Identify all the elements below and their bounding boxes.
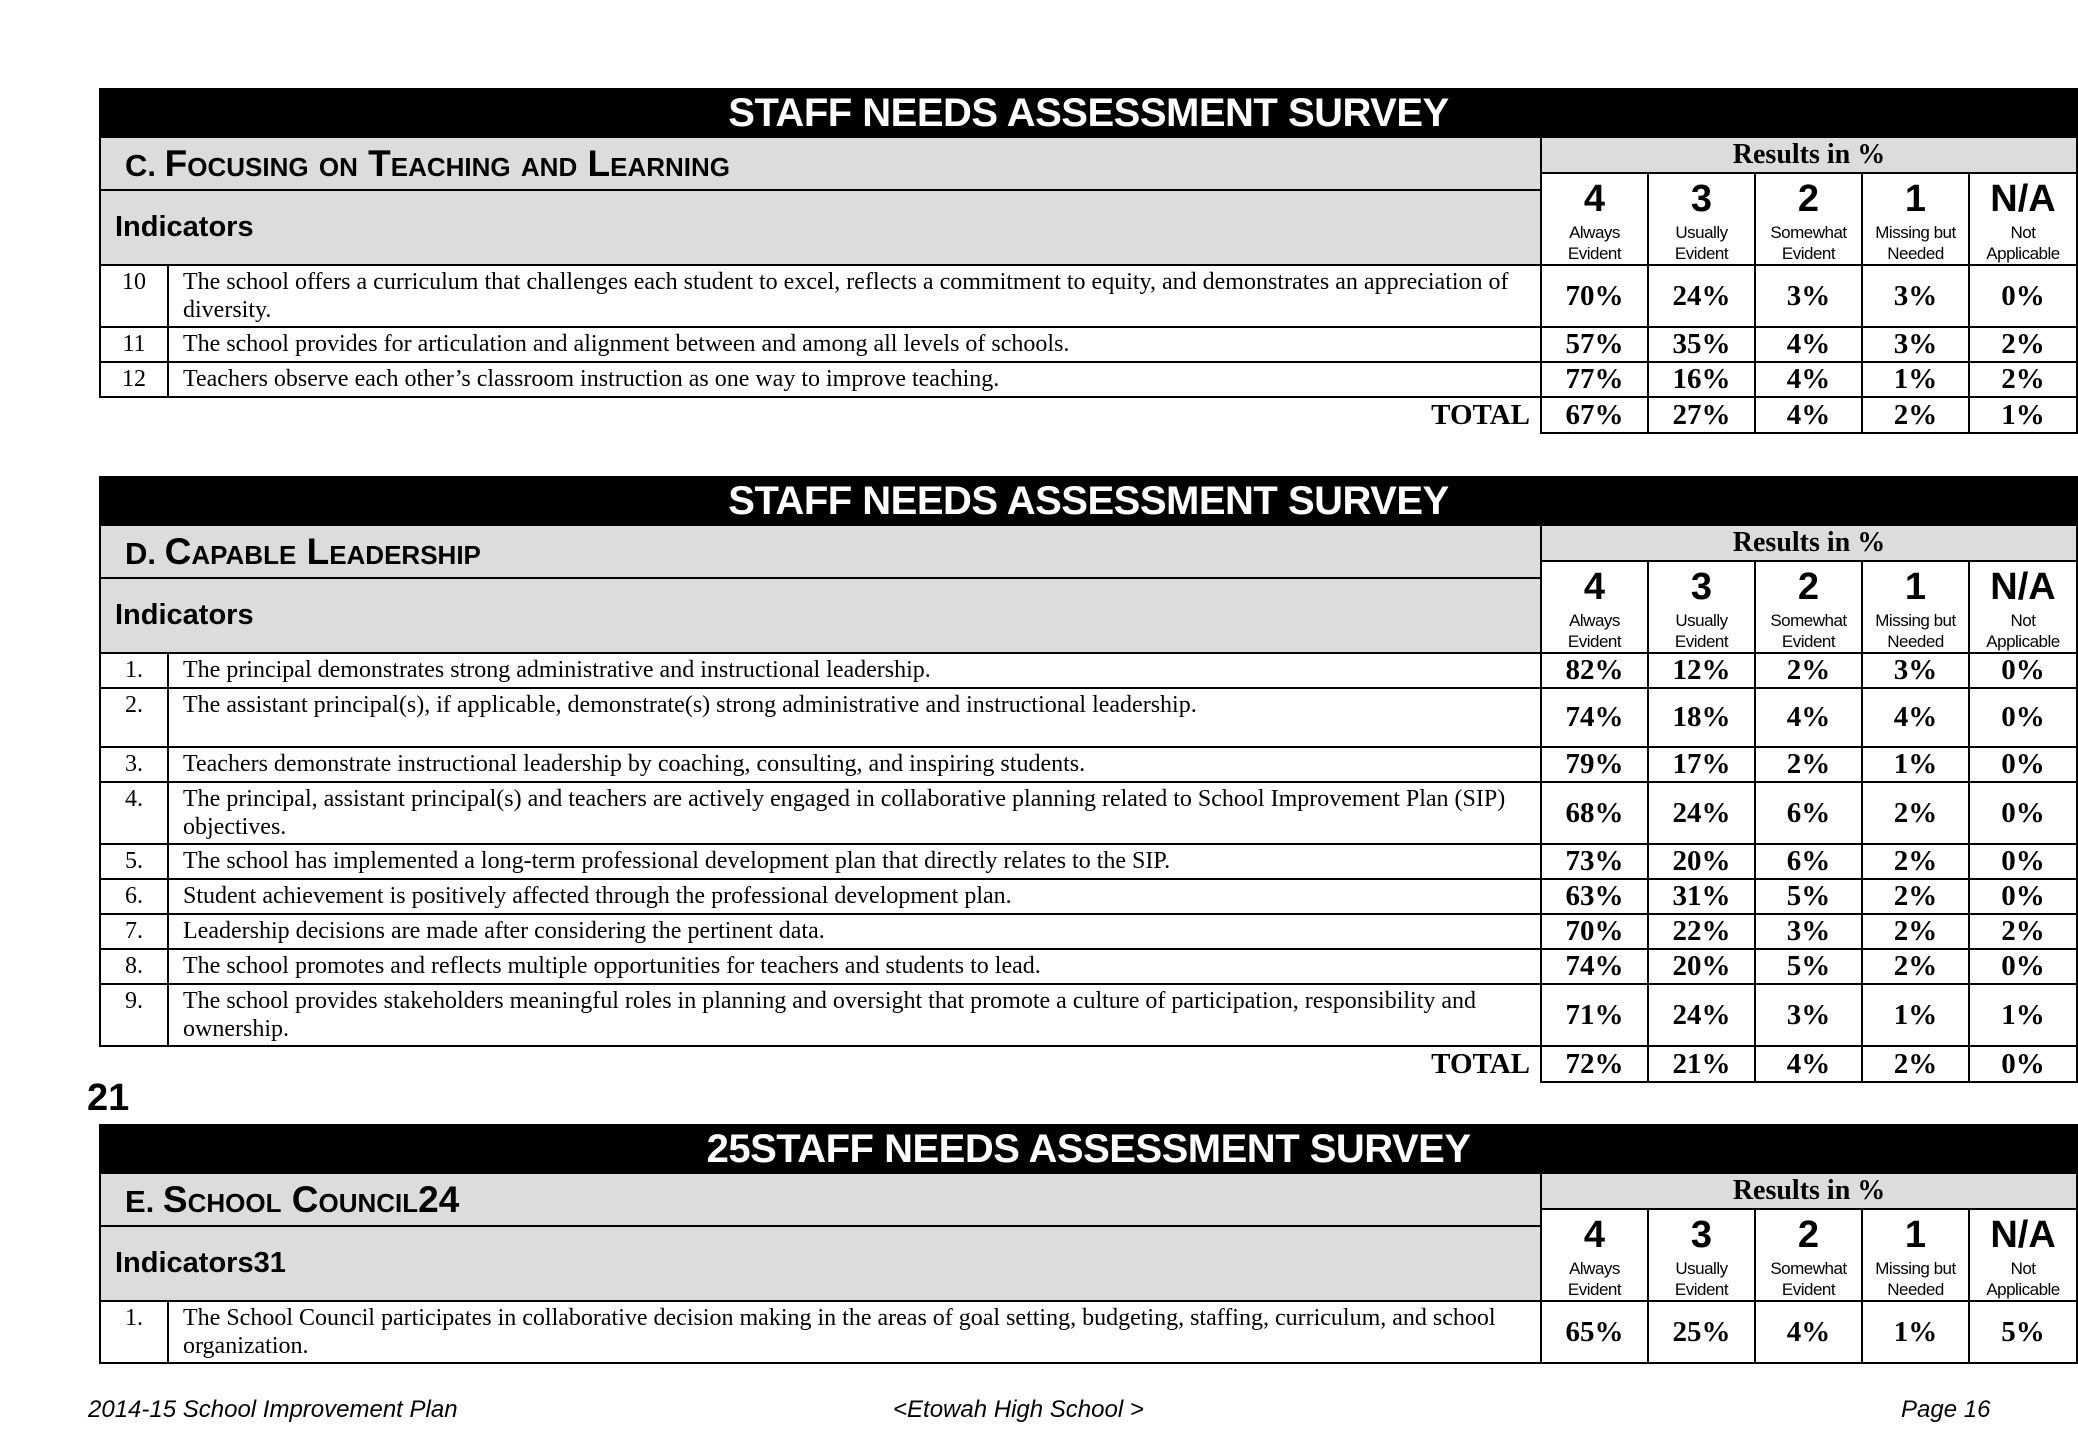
- value-3: 20%: [1648, 844, 1755, 879]
- table-row: [100, 879, 2077, 914]
- value-3: 31%: [1648, 879, 1755, 914]
- section-name: Capable Leadership: [164, 530, 481, 572]
- value-3: 12%: [1648, 653, 1755, 688]
- value-3: 16%: [1648, 362, 1755, 397]
- rating-value: N/A: [1990, 178, 2056, 220]
- total-na: 1%: [1969, 397, 2077, 433]
- row-number: 6.: [100, 879, 168, 914]
- rating-head-na: [1969, 173, 2077, 265]
- total-label: TOTAL: [1431, 399, 1530, 431]
- rating-label-line1: Usually: [1675, 223, 1728, 242]
- survey-table: [99, 1124, 2078, 1364]
- rating-label-line1: Not: [2010, 223, 2036, 242]
- value-na: 0%: [1969, 782, 2077, 844]
- value-na: 0%: [1969, 653, 2077, 688]
- value-3: 25%: [1648, 1301, 1755, 1363]
- rating-head-na: [1969, 561, 2077, 653]
- indicators-header: Indicators: [100, 578, 1541, 653]
- rating-label-line2: Evident: [1674, 244, 1729, 263]
- total-4: 67%: [1541, 397, 1648, 433]
- rating-value: N/A: [1990, 1214, 2056, 1256]
- footer-plan-title: 2014-15 School Improvement Plan: [88, 1396, 458, 1423]
- rating-head-2: [1755, 173, 1862, 265]
- row-number: 4.: [100, 782, 168, 844]
- rating-label-line1: Somewhat: [1770, 611, 1847, 630]
- rating-value: 3: [1690, 178, 1713, 220]
- value-1: 3%: [1862, 265, 1969, 327]
- table-row: [100, 653, 2077, 688]
- value-1: 1%: [1862, 747, 1969, 782]
- value-na: 0%: [1969, 688, 2077, 747]
- value-4: 68%: [1541, 782, 1648, 844]
- value-4: 79%: [1541, 747, 1648, 782]
- rating-label-line2: Applicable: [1986, 632, 2060, 651]
- rating-label-line1: Usually: [1675, 611, 1728, 630]
- rating-label-line2: Applicable: [1986, 244, 2060, 263]
- indicator-text: Teachers demonstrate instructional leadership by coaching, consulting, and inspiring students.: [168, 747, 1541, 782]
- value-1: 1%: [1862, 984, 1969, 1046]
- value-1: 2%: [1862, 914, 1969, 949]
- rating-label-line2: Needed: [1887, 244, 1944, 263]
- section-letter: E.: [125, 1183, 155, 1219]
- results-header: Results in %: [1541, 137, 2077, 173]
- table-row: [100, 688, 2077, 747]
- value-4: 65%: [1541, 1301, 1648, 1363]
- value-1: 1%: [1862, 362, 1969, 397]
- survey-section-d: [99, 476, 2060, 1083]
- rating-label-line1: Always: [1569, 223, 1620, 242]
- table-row: [100, 1301, 2077, 1363]
- rating-value: 1: [1904, 566, 1927, 608]
- rating-head-1: [1862, 1209, 1969, 1301]
- survey-section-c: [99, 88, 2060, 434]
- value-2: 5%: [1755, 949, 1862, 984]
- rating-label-line1: Not: [2010, 1259, 2036, 1278]
- value-3: 17%: [1648, 747, 1755, 782]
- rating-label-line1: Somewhat: [1770, 223, 1847, 242]
- value-4: 73%: [1541, 844, 1648, 879]
- table-row: [100, 265, 2077, 327]
- indicator-text: The School Council participates in collaborative decision making in the areas of goal setting, budgeting, staffing, curriculum, and school organization.: [168, 1301, 1541, 1363]
- value-3: 24%: [1648, 984, 1755, 1046]
- rating-value: 4: [1583, 566, 1606, 608]
- value-1: 4%: [1862, 688, 1969, 747]
- results-header: Results in %: [1541, 1173, 2077, 1209]
- rating-value: 2: [1797, 566, 1820, 608]
- value-4: 71%: [1541, 984, 1648, 1046]
- row-number: 10: [100, 265, 168, 327]
- value-4: 70%: [1541, 265, 1648, 327]
- section-letter: C.: [125, 147, 156, 183]
- section-name: Focusing on Teaching and Learning: [164, 142, 731, 184]
- value-2: 3%: [1755, 914, 1862, 949]
- value-na: 2%: [1969, 362, 2077, 397]
- indicators-header: Indicators: [100, 190, 1541, 265]
- indicator-text: The school provides stakeholders meaningful roles in planning and oversight that promote a culture of participation, responsibility and ownership.: [168, 984, 1541, 1046]
- row-number: 1.: [100, 653, 168, 688]
- rating-label-line2: Evident: [1781, 244, 1836, 263]
- value-na: 0%: [1969, 265, 2077, 327]
- results-header: Results in %: [1541, 525, 2077, 561]
- rating-head-na: [1969, 1209, 2077, 1301]
- rating-label-line2: Evident: [1674, 632, 1729, 651]
- rating-label-line1: Missing but: [1875, 1259, 1956, 1278]
- rating-label-line2: Evident: [1567, 632, 1622, 651]
- total-3: 21%: [1648, 1046, 1755, 1082]
- indicators-header: Indicators31: [100, 1226, 1541, 1301]
- row-number: 7.: [100, 914, 168, 949]
- value-3: 35%: [1648, 327, 1755, 362]
- value-4: 74%: [1541, 949, 1648, 984]
- value-1: 2%: [1862, 879, 1969, 914]
- rating-label-line1: Somewhat: [1770, 1259, 1847, 1278]
- table-row: [100, 747, 2077, 782]
- table-row: [100, 782, 2077, 844]
- value-4: 82%: [1541, 653, 1648, 688]
- value-2: 5%: [1755, 879, 1862, 914]
- rating-head-4: [1541, 561, 1648, 653]
- row-number: 5.: [100, 844, 168, 879]
- value-3: 22%: [1648, 914, 1755, 949]
- rating-label-line2: Evident: [1781, 632, 1836, 651]
- rating-value: 3: [1690, 566, 1713, 608]
- section-letter: D.: [125, 535, 156, 571]
- rating-label-line2: Needed: [1887, 1280, 1944, 1299]
- survey-table: [99, 88, 2078, 434]
- row-number: 3.: [100, 747, 168, 782]
- value-3: 24%: [1648, 782, 1755, 844]
- rating-label-line2: Evident: [1674, 1280, 1729, 1299]
- total-3: 27%: [1648, 397, 1755, 433]
- rating-head-1: [1862, 561, 1969, 653]
- survey-banner: 25STAFF NEEDS ASSESSMENT SURVEY: [100, 1125, 2077, 1173]
- total-1: 2%: [1862, 397, 1969, 433]
- value-4: 63%: [1541, 879, 1648, 914]
- value-1: 3%: [1862, 327, 1969, 362]
- indicator-text: Teachers observe each other’s classroom instruction as one way to improve teaching.: [168, 362, 1541, 397]
- value-na: 2%: [1969, 914, 2077, 949]
- indicator-text: The school has implemented a long-term professional development plan that directly relates to the SIP.: [168, 844, 1541, 879]
- survey-table: [99, 476, 2078, 1083]
- rating-head-3: [1648, 561, 1755, 653]
- rating-value: N/A: [1990, 566, 2056, 608]
- value-na: 2%: [1969, 327, 2077, 362]
- row-number: 2.: [100, 688, 168, 747]
- indicator-text: Leadership decisions are made after considering the pertinent data.: [168, 914, 1541, 949]
- value-na: 0%: [1969, 747, 2077, 782]
- table-row: [100, 984, 2077, 1046]
- value-2: 4%: [1755, 688, 1862, 747]
- rating-label-line1: Not: [2010, 611, 2036, 630]
- row-number: 9.: [100, 984, 168, 1046]
- value-1: 3%: [1862, 653, 1969, 688]
- rating-label-line2: Evident: [1781, 1280, 1836, 1299]
- rating-label-line2: Evident: [1567, 1280, 1622, 1299]
- value-3: 18%: [1648, 688, 1755, 747]
- value-4: 74%: [1541, 688, 1648, 747]
- survey-section-e: [99, 1124, 2060, 1364]
- value-2: 2%: [1755, 747, 1862, 782]
- rating-value: 1: [1904, 1214, 1927, 1256]
- value-3: 24%: [1648, 265, 1755, 327]
- section-title: [100, 137, 1541, 190]
- rating-value: 4: [1583, 178, 1606, 220]
- row-number: 1.: [100, 1301, 168, 1363]
- rating-head-4: [1541, 1209, 1648, 1301]
- value-2: 4%: [1755, 1301, 1862, 1363]
- row-number: 11: [100, 327, 168, 362]
- table-row: [100, 327, 2077, 362]
- table-row: [100, 844, 2077, 879]
- value-1: 2%: [1862, 844, 1969, 879]
- value-na: 0%: [1969, 879, 2077, 914]
- rating-label-line1: Always: [1569, 611, 1620, 630]
- indicator-text: The assistant principal(s), if applicable, demonstrate(s) strong administrative and instructional leadership.: [168, 688, 1541, 747]
- rating-label-line1: Always: [1569, 1259, 1620, 1278]
- indicator-text: The school provides for articulation and alignment between and among all levels of schools.: [168, 327, 1541, 362]
- value-2: 4%: [1755, 327, 1862, 362]
- rating-label-line2: Needed: [1887, 632, 1944, 651]
- row-number: 12: [100, 362, 168, 397]
- value-na: 0%: [1969, 949, 2077, 984]
- value-2: 6%: [1755, 844, 1862, 879]
- total-row: [100, 1046, 2077, 1082]
- indicator-text: The principal demonstrates strong administrative and instructional leadership.: [168, 653, 1541, 688]
- value-na: 1%: [1969, 984, 2077, 1046]
- section-title: [100, 1173, 1541, 1226]
- total-4: 72%: [1541, 1046, 1648, 1082]
- value-2: 3%: [1755, 984, 1862, 1046]
- table-row: [100, 949, 2077, 984]
- table-row: [100, 914, 2077, 949]
- rating-label-line1: Missing but: [1875, 611, 1956, 630]
- value-4: 77%: [1541, 362, 1648, 397]
- value-4: 57%: [1541, 327, 1648, 362]
- total-1: 2%: [1862, 1046, 1969, 1082]
- value-2: 3%: [1755, 265, 1862, 327]
- total-row: [100, 397, 2077, 433]
- rating-head-3: [1648, 173, 1755, 265]
- row-number: 8.: [100, 949, 168, 984]
- indicator-text: The principal, assistant principal(s) and teachers are actively engaged in collaborative planning related to School Improvement Plan (SIP) objectives.: [168, 782, 1541, 844]
- total-2: 4%: [1755, 397, 1862, 433]
- page-marker: 21: [87, 1077, 130, 1119]
- survey-banner: STAFF NEEDS ASSESSMENT SURVEY: [100, 477, 2077, 525]
- rating-label-line2: Applicable: [1986, 1280, 2060, 1299]
- value-na: 0%: [1969, 844, 2077, 879]
- section-name: School Council24: [162, 1178, 460, 1220]
- rating-head-4: [1541, 173, 1648, 265]
- indicator-text: The school promotes and reflects multiple opportunities for teachers and students to lead.: [168, 949, 1541, 984]
- total-2: 4%: [1755, 1046, 1862, 1082]
- rating-head-2: [1755, 1209, 1862, 1301]
- rating-label-line1: Missing but: [1875, 223, 1956, 242]
- value-2: 6%: [1755, 782, 1862, 844]
- survey-banner: STAFF NEEDS ASSESSMENT SURVEY: [100, 89, 2077, 137]
- rating-value: 2: [1797, 1214, 1820, 1256]
- section-title: [100, 525, 1541, 578]
- table-row: [100, 362, 2077, 397]
- indicator-text: Student achievement is positively affected through the professional development plan.: [168, 879, 1541, 914]
- value-4: 70%: [1541, 914, 1648, 949]
- rating-value: 1: [1904, 178, 1927, 220]
- rating-label-line2: Evident: [1567, 244, 1622, 263]
- value-3: 20%: [1648, 949, 1755, 984]
- rating-label-line1: Usually: [1675, 1259, 1728, 1278]
- indicator-text: The school offers a curriculum that challenges each student to excel, reflects a commitment to equity, and demonstrates an appreciation of diversity.: [168, 265, 1541, 327]
- rating-value: 2: [1797, 178, 1820, 220]
- value-1: 2%: [1862, 949, 1969, 984]
- value-1: 1%: [1862, 1301, 1969, 1363]
- total-na: 0%: [1969, 1046, 2077, 1082]
- value-1: 2%: [1862, 782, 1969, 844]
- rating-head-3: [1648, 1209, 1755, 1301]
- footer-page-number: Page 16: [1901, 1396, 1991, 1423]
- footer-school-name: <Etowah High School >: [893, 1396, 1144, 1423]
- value-2: 4%: [1755, 362, 1862, 397]
- rating-head-2: [1755, 561, 1862, 653]
- total-label: TOTAL: [1431, 1048, 1530, 1080]
- rating-value: 3: [1690, 1214, 1713, 1256]
- rating-value: 4: [1583, 1214, 1606, 1256]
- value-2: 2%: [1755, 653, 1862, 688]
- rating-head-1: [1862, 173, 1969, 265]
- value-na: 5%: [1969, 1301, 2077, 1363]
